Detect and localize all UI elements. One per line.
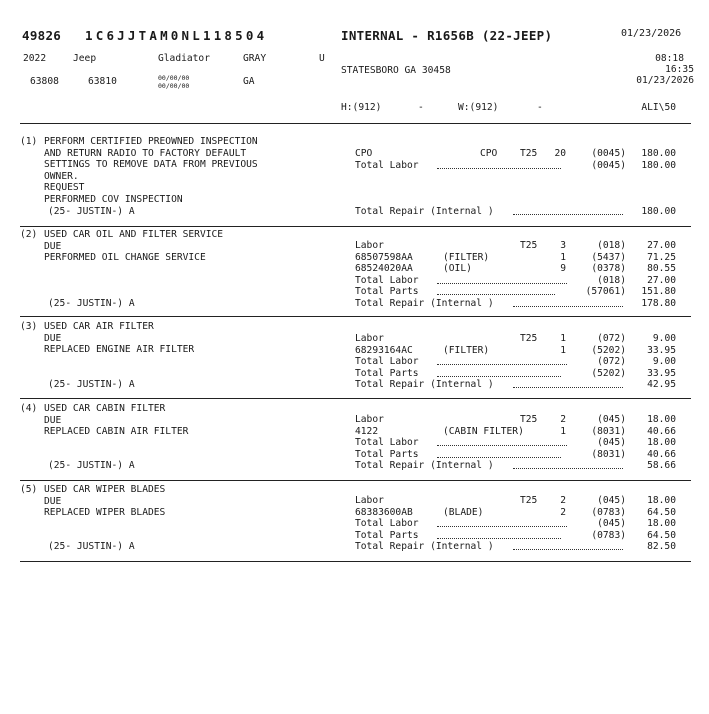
- job-number: (4): [20, 403, 38, 414]
- reference-code: (57061): [585, 286, 626, 298]
- labor-code: T25: [520, 148, 538, 159]
- dot-leader: [437, 282, 567, 284]
- amount: 180.00: [641, 206, 676, 217]
- job-number: (1): [20, 136, 38, 147]
- amount: 64.50: [647, 506, 676, 518]
- reference-code: (5202): [591, 344, 626, 356]
- job-description-line: DUE: [44, 240, 62, 252]
- amount: 178.80: [641, 298, 676, 309]
- job-description-line: USED CAR CABIN FILTER: [44, 403, 166, 414]
- amount: 80.55: [647, 263, 676, 275]
- vehicle-model: Gladiator: [158, 53, 210, 64]
- ro-type: INTERNAL - R1656B (22-JEEP): [341, 28, 553, 43]
- job-description-line: PERFORM CERTIFIED PREOWNED INSPECTION: [44, 136, 258, 147]
- reference-code: (5202): [591, 367, 626, 379]
- dot-leader: [513, 386, 623, 388]
- quantity: 2: [560, 495, 566, 506]
- reference-code: (0783): [591, 506, 626, 518]
- advisor: ALI\50: [641, 102, 676, 113]
- vehicle-make: Jeep: [73, 53, 97, 64]
- line-description: (OIL): [443, 263, 472, 275]
- amount: 71.25: [647, 251, 676, 263]
- dot-leader: [437, 293, 555, 295]
- labor-code: T25: [520, 495, 538, 506]
- quantity: 2: [560, 506, 566, 518]
- technician: (25- JUSTIN-) A: [48, 206, 135, 217]
- job-description-line: REPLACED WIPER BLADES: [44, 507, 166, 519]
- line-description: (FILTER): [443, 251, 490, 263]
- line-label: Total Parts: [355, 367, 419, 379]
- technician: (25- JUSTIN-) A: [48, 541, 135, 553]
- reference-code: (8031): [591, 448, 626, 460]
- job-description-line: REQUEST: [44, 182, 85, 194]
- dot-leader: [437, 444, 567, 446]
- job-description-line: USED CAR AIR FILTER: [44, 321, 154, 332]
- quantity: 20: [554, 148, 566, 159]
- amount: 42.95: [647, 379, 676, 391]
- time-in: 08:18: [655, 53, 684, 64]
- job-description-line: DUE: [44, 414, 62, 426]
- amount: 151.80: [641, 286, 676, 298]
- line-label: Total Labor: [355, 518, 419, 530]
- work-phone-sep: -: [537, 102, 543, 113]
- job-description-line: SETTINGS TO REMOVE DATA FROM PREVIOUS: [44, 159, 258, 171]
- location: STATESBORO GA 30458: [341, 65, 451, 76]
- amount: 27.00: [647, 274, 676, 286]
- reference-code: (045): [597, 437, 626, 449]
- line-label: 68524020AA: [355, 263, 413, 275]
- quantity: 2: [560, 414, 566, 425]
- line-label: Total Labor: [355, 356, 419, 368]
- quantity: 3: [560, 240, 566, 251]
- dot-leader: [513, 548, 623, 550]
- amount: 33.95: [647, 344, 676, 356]
- state: GA: [243, 76, 255, 87]
- amount: 40.66: [647, 425, 676, 437]
- divider: [20, 480, 691, 481]
- job-description-line: PERFORMED OIL CHANGE SERVICE: [44, 252, 206, 264]
- technician: (25- JUSTIN-) A: [48, 379, 135, 391]
- vehicle-color: GRAY: [243, 53, 267, 64]
- labor-code: T25: [520, 333, 538, 344]
- amount: 18.00: [647, 437, 676, 449]
- dot-leader: [437, 525, 567, 527]
- line-description: CPO: [480, 148, 498, 159]
- job-number: (3): [20, 321, 38, 332]
- time-out: 16:35: [665, 64, 694, 75]
- reference-code: (018): [597, 240, 626, 251]
- line-label: Total Parts: [355, 448, 419, 460]
- line-label: Total Labor: [355, 159, 419, 171]
- job-description-line: DUE: [44, 332, 62, 344]
- date-a: 00/00/00: [158, 74, 190, 82]
- dot-leader: [437, 456, 561, 458]
- line-description: (BLADE): [443, 506, 484, 518]
- line-description: (FILTER): [443, 344, 490, 356]
- job-description-line: PERFORMED COV INSPECTION: [44, 194, 183, 205]
- dot-leader: [437, 363, 567, 365]
- job-description-line: AND RETURN RADIO TO FACTORY DEFAULT: [44, 147, 247, 159]
- line-label: Labor: [355, 333, 384, 344]
- line-label: Total Repair (Internal ): [355, 379, 494, 391]
- line-description: (CABIN FILTER): [443, 425, 524, 437]
- work-phone: W:(912): [458, 102, 499, 113]
- amount: 18.00: [647, 414, 676, 425]
- reference-code: (0783): [591, 529, 626, 541]
- line-label: CPO: [355, 148, 373, 159]
- reference-code: (072): [597, 356, 626, 368]
- technician: (25- JUSTIN-) A: [48, 298, 135, 309]
- reference-code: (0045): [591, 148, 626, 159]
- home-phone-sep: -: [418, 102, 424, 113]
- job-description-line: REPLACED CABIN AIR FILTER: [44, 426, 189, 438]
- ro-number: 49826: [22, 28, 62, 43]
- line-label: 68507598AA: [355, 251, 413, 263]
- labor-code: T25: [520, 414, 538, 425]
- job-description-line: USED CAR OIL AND FILTER SERVICE: [44, 229, 224, 240]
- reference-code: (045): [597, 414, 626, 425]
- dot-leader: [437, 537, 561, 539]
- job-number: (2): [20, 229, 38, 240]
- divider: [20, 316, 691, 317]
- reference-code: (045): [597, 518, 626, 530]
- line-label: Total Repair (Internal ): [355, 460, 494, 472]
- technician: (25- JUSTIN-) A: [48, 460, 135, 472]
- vehicle-year: 2022: [23, 53, 47, 64]
- reference-code: (018): [597, 274, 626, 286]
- vehicle-flag: U: [319, 53, 325, 64]
- job-description-line: OWNER.: [44, 170, 79, 182]
- date-out: 01/23/2026: [636, 75, 694, 86]
- reference-code: (0378): [591, 263, 626, 275]
- line-label: Total Parts: [355, 529, 419, 541]
- line-label: 4122: [355, 425, 379, 437]
- job-description-line: USED CAR WIPER BLADES: [44, 484, 166, 495]
- amount: 18.00: [647, 495, 676, 506]
- amount: 180.00: [641, 148, 676, 159]
- line-label: 68293164AC: [355, 344, 413, 356]
- dot-leader: [513, 213, 623, 215]
- reference-code: (8031): [591, 425, 626, 437]
- mileage-in: 63808: [30, 76, 59, 87]
- vin: 1C6JJTAM0NL118504: [85, 28, 268, 43]
- line-label: Labor: [355, 495, 384, 506]
- line-label: 68383600AB: [355, 506, 413, 518]
- dot-leader: [437, 167, 561, 169]
- amount: 9.00: [652, 356, 676, 368]
- amount: 27.00: [647, 240, 676, 251]
- line-label: Total Repair (Internal ): [355, 206, 494, 217]
- quantity: 1: [560, 425, 566, 437]
- dot-leader: [513, 305, 623, 307]
- header-date: 01/23/2026: [621, 28, 682, 39]
- amount: 9.00: [652, 333, 676, 344]
- date-b: 00/00/00: [158, 82, 190, 90]
- amount: 58.66: [647, 460, 676, 472]
- job-description-line: REPLACED ENGINE AIR FILTER: [44, 344, 195, 356]
- line-label: Total Labor: [355, 274, 419, 286]
- dot-leader: [437, 375, 561, 377]
- amount: 40.66: [647, 448, 676, 460]
- amount: 64.50: [647, 529, 676, 541]
- divider: [20, 398, 691, 399]
- amount: 33.95: [647, 367, 676, 379]
- labor-code: T25: [520, 240, 538, 251]
- divider: [20, 561, 691, 562]
- reference-code: (5437): [591, 251, 626, 263]
- dot-leader: [513, 467, 623, 469]
- amount: 180.00: [641, 159, 676, 171]
- line-label: Total Repair (Internal ): [355, 298, 494, 309]
- reference-code: (072): [597, 333, 626, 344]
- amount: 18.00: [647, 518, 676, 530]
- home-phone: H:(912): [341, 102, 382, 113]
- quantity: 1: [560, 251, 566, 263]
- quantity: 1: [560, 344, 566, 356]
- line-label: Total Parts: [355, 286, 419, 298]
- amount: 82.50: [647, 541, 676, 553]
- line-label: Labor: [355, 240, 384, 251]
- quantity: 9: [560, 263, 566, 275]
- line-label: Labor: [355, 414, 384, 425]
- line-label: Total Labor: [355, 437, 419, 449]
- job-description-line: DUE: [44, 495, 62, 507]
- job-number: (5): [20, 484, 38, 495]
- divider: [20, 123, 691, 124]
- reference-code: (045): [597, 495, 626, 506]
- line-label: Total Repair (Internal ): [355, 541, 494, 553]
- divider: [20, 226, 691, 227]
- reference-code: (0045): [591, 159, 626, 171]
- quantity: 1: [560, 333, 566, 344]
- mileage-out: 63810: [88, 76, 117, 87]
